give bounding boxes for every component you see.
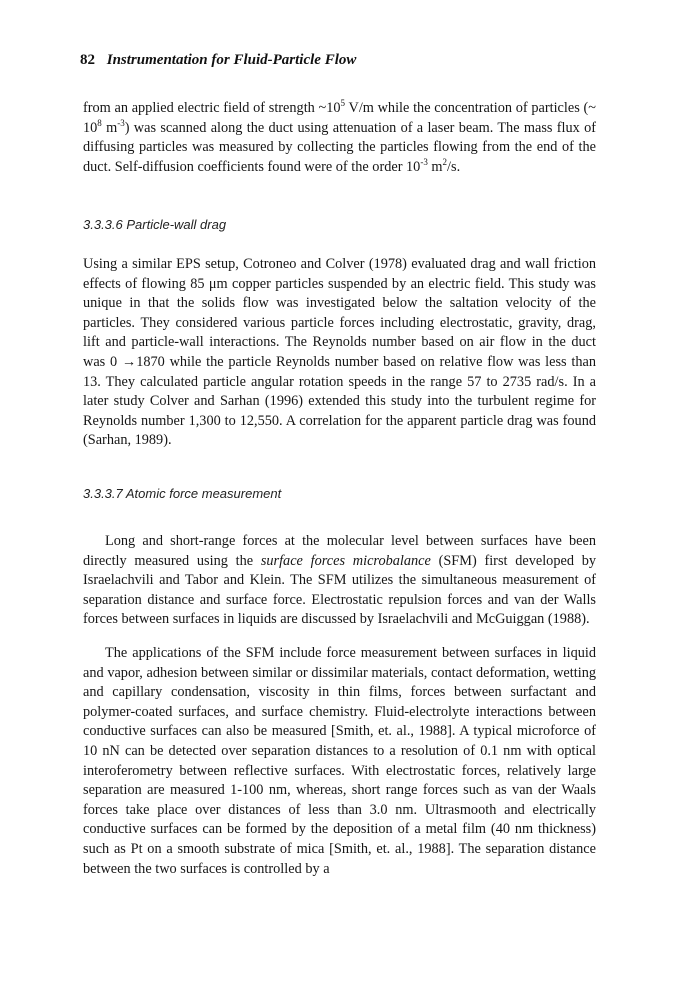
book-title: Instrumentation for Fluid-Particle Flow — [106, 52, 357, 68]
section-heading-particle-wall-drag: 3.3.3.6 Particle-wall drag — [83, 217, 227, 232]
paragraph-diffusion: from an applied electric field of strength $\sim 10^5$ V/m while the concentration of particles (~ $10^8$ $m^{-3}$) was scanned along the duct using attenuation of a laser beam. The mass flux of diffusing particles was measured by collecting the particles flowing from the end of the duct. Self-diffusion coefficients found were of the order $10^{-3}$ $m^2/s$. — [83, 98, 596, 175]
page-number: 82 — [80, 52, 95, 68]
paragraph-sfm-intro: Long and short-range forces at the molecular level between surfaces have been directly measured using the surface forces microbalance (SFM) first developed by Israelachvili and Tabor and Klein. The SFM utilizes the simultaneous measurement of separation distance and surface force. Electrostatic repulsion forces and van der Walls forces between surfaces in liquids are discussed by Israelachvili and McGuiggan (1988). — [83, 533, 596, 628]
running-header — [80, 52, 600, 69]
section-heading-atomic-force: 3.3.3.7 Atomic force measurement — [83, 486, 282, 501]
paragraph-particle-wall-drag: Using a similar EPS setup, Cotroneo and Colver (1978) evaluated drag and wall friction effects of flowing 85 μm copper particles suspended by an electric field. This study was unique in that the solids flow was investigated below the saltation velocity of the particles. They considered various particle forces including electrostatic, gravity, drag, lift and particle-wall interactions. The Reynolds number based on air flow in the duct was 0 →1870 while the particle Reynolds number based on relative flow was less than 13. They calculated particle angular rotation speeds in the range 57 to 2735 rad/s. In a later study Colver and Sarhan (1996) extended this study into the turbulent regime for Reynolds number 1,300 to 12,550. A correlation for the apparent particle drag was found (Sarhan, 1989). — [83, 256, 596, 449]
paragraph-sfm-applications: The applications of the SFM include force measurement between surfaces in liquid and vapor, adhesion between similar or dissimilar materials, contact deformation, wetting and capillary condensation, viscosity in thin films, forces between surfactant and polymer-coated surfaces, and surface chemistry. Fluid-electrolyte interactions between conductive surfaces can also be measured [Smith, et. al., 1988]. A typical microforce of 10 nN can be detected over separation distances to a resolution of 0.1 nm with optical interoferometry between reflective surfaces. With electrostatic forces, relatively large separation are measured 1-100 nm, whereas, short range forces such as van der Waals forces take place over distances of less than 3.0 nm. Ultrasmooth and electrically conductive surfaces can be formed by the deposition of a metal film (40 nm thickness) such as Pt on a smooth substrate of mica [Smith, et. al., 1988]. The separation distance between the two surfaces is controlled by a — [83, 645, 596, 877]
